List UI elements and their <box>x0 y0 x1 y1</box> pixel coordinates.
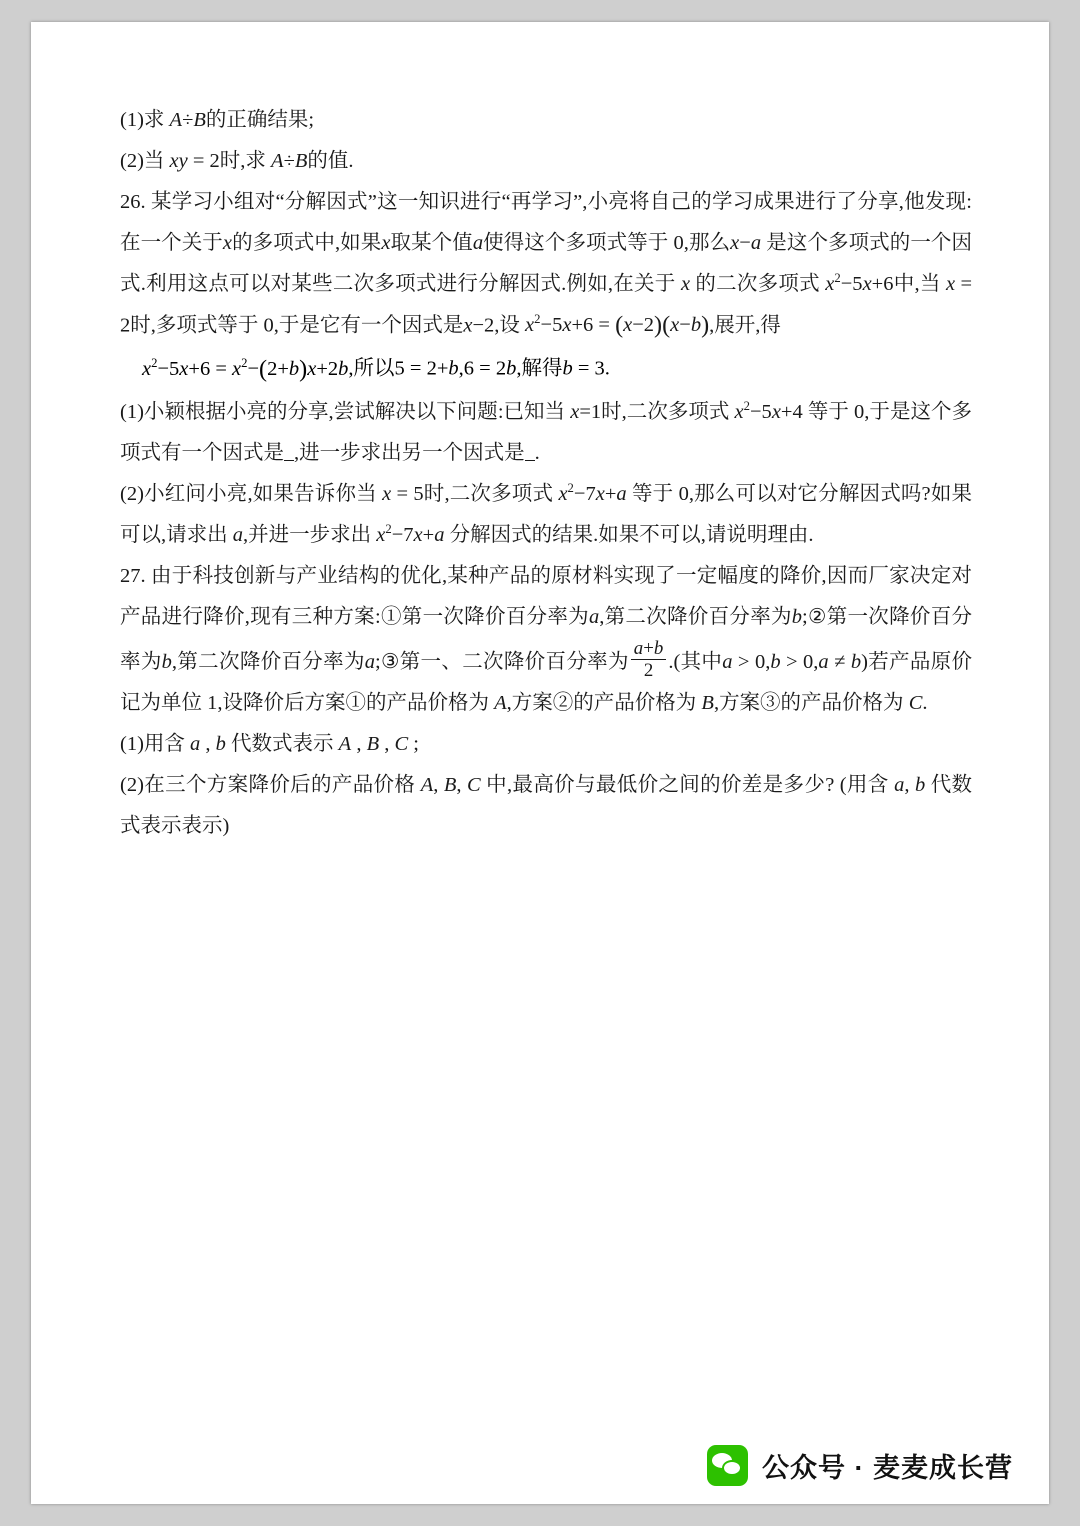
paragraph-q27-stem: 27. 由于科技创新与产业结构的优化,某种产品的原材料实现了一定幅度的降价,因而厂家决定对产品进行降价,现有三种方案:①第一次降价百分率为a,第二次降价百分率为b;②第一次降价百分率为b,第二次降价百分率为a;③第一、二次降价百分率为 $\frac{a+b}{2}$ .(其中a > 0,b > 0,a ≠ b)若产品原价记为单位 1,设降价后方案①的产品价格为 A,方案②的产品价格为 B,方案③的产品价格为 C. <box>120 564 973 714</box>
paragraph-q26-stem: 26. 某学习小组对“分解因式”这一知识进行“再学习”,小亮将自己的学习成果进行了分享,他发现:在一个关于x的多项式中,如果x取某个值a使得这个多项式等于 0,那么x−a 是这个多项式的一个因式.利用这点可以对某些二次多项式进行分解因式.例如,在关于 x 的二次多项式 $x^2-5x+6$中,当 x = 2时,多项式等于 0,于是它有一个因式是x−2,设 $x^2-5x+6 = (x-2)(x-b)$,展开,得 <box>120 191 973 339</box>
paragraph-q26-sub1: (1)小颖根据小亮的分享,尝试解决以下问题:已知当 x=1时,二次多项式 $x^2-5x+4$ 等于 0,于是这个多项式有一个因式是 ,进一步求出另一个因式是 . <box>120 398 972 464</box>
footer-label: 公众号 · 麦麦成长营 <box>762 1453 1013 1483</box>
document-content <box>120 100 972 847</box>
document-page <box>31 22 1049 1504</box>
paragraph-q27-sub1: (1)用含 a , b 代数式表示 A , B , C ; <box>120 732 419 755</box>
wechat-icon <box>707 1445 748 1486</box>
paragraph-q25-sub1: (1)求 A÷B的正确结果; <box>120 109 315 131</box>
paragraph-q25-sub2: (2)当 xy = 2时,求 A÷B的值. <box>120 150 354 172</box>
paragraph-q26-sub2: (2)小红问小亮,如果告诉你当 x = 5时,二次多项式 $x^2-7x+a$ 等于 0,那么可以对它分解因式吗?如果可以,请求出 a,并进一步求出 $x^2-7x+a$ 分解因式的结果.如果不可以,请说明理由. <box>120 480 972 546</box>
footer-watermark <box>707 1445 1013 1486</box>
display-math-q26: $x^2-5x+6 = x^2-(2+b)x+2b$,所以5 = 2+b,6 = 2b,解得b = 3. <box>142 355 610 383</box>
paragraph-q27-sub2: (2)在三个方案降价后的产品价格 A, B, C 中,最高价与最低价之间的价差是多少? (用含 a, b 代数式表示表示) <box>120 773 973 837</box>
